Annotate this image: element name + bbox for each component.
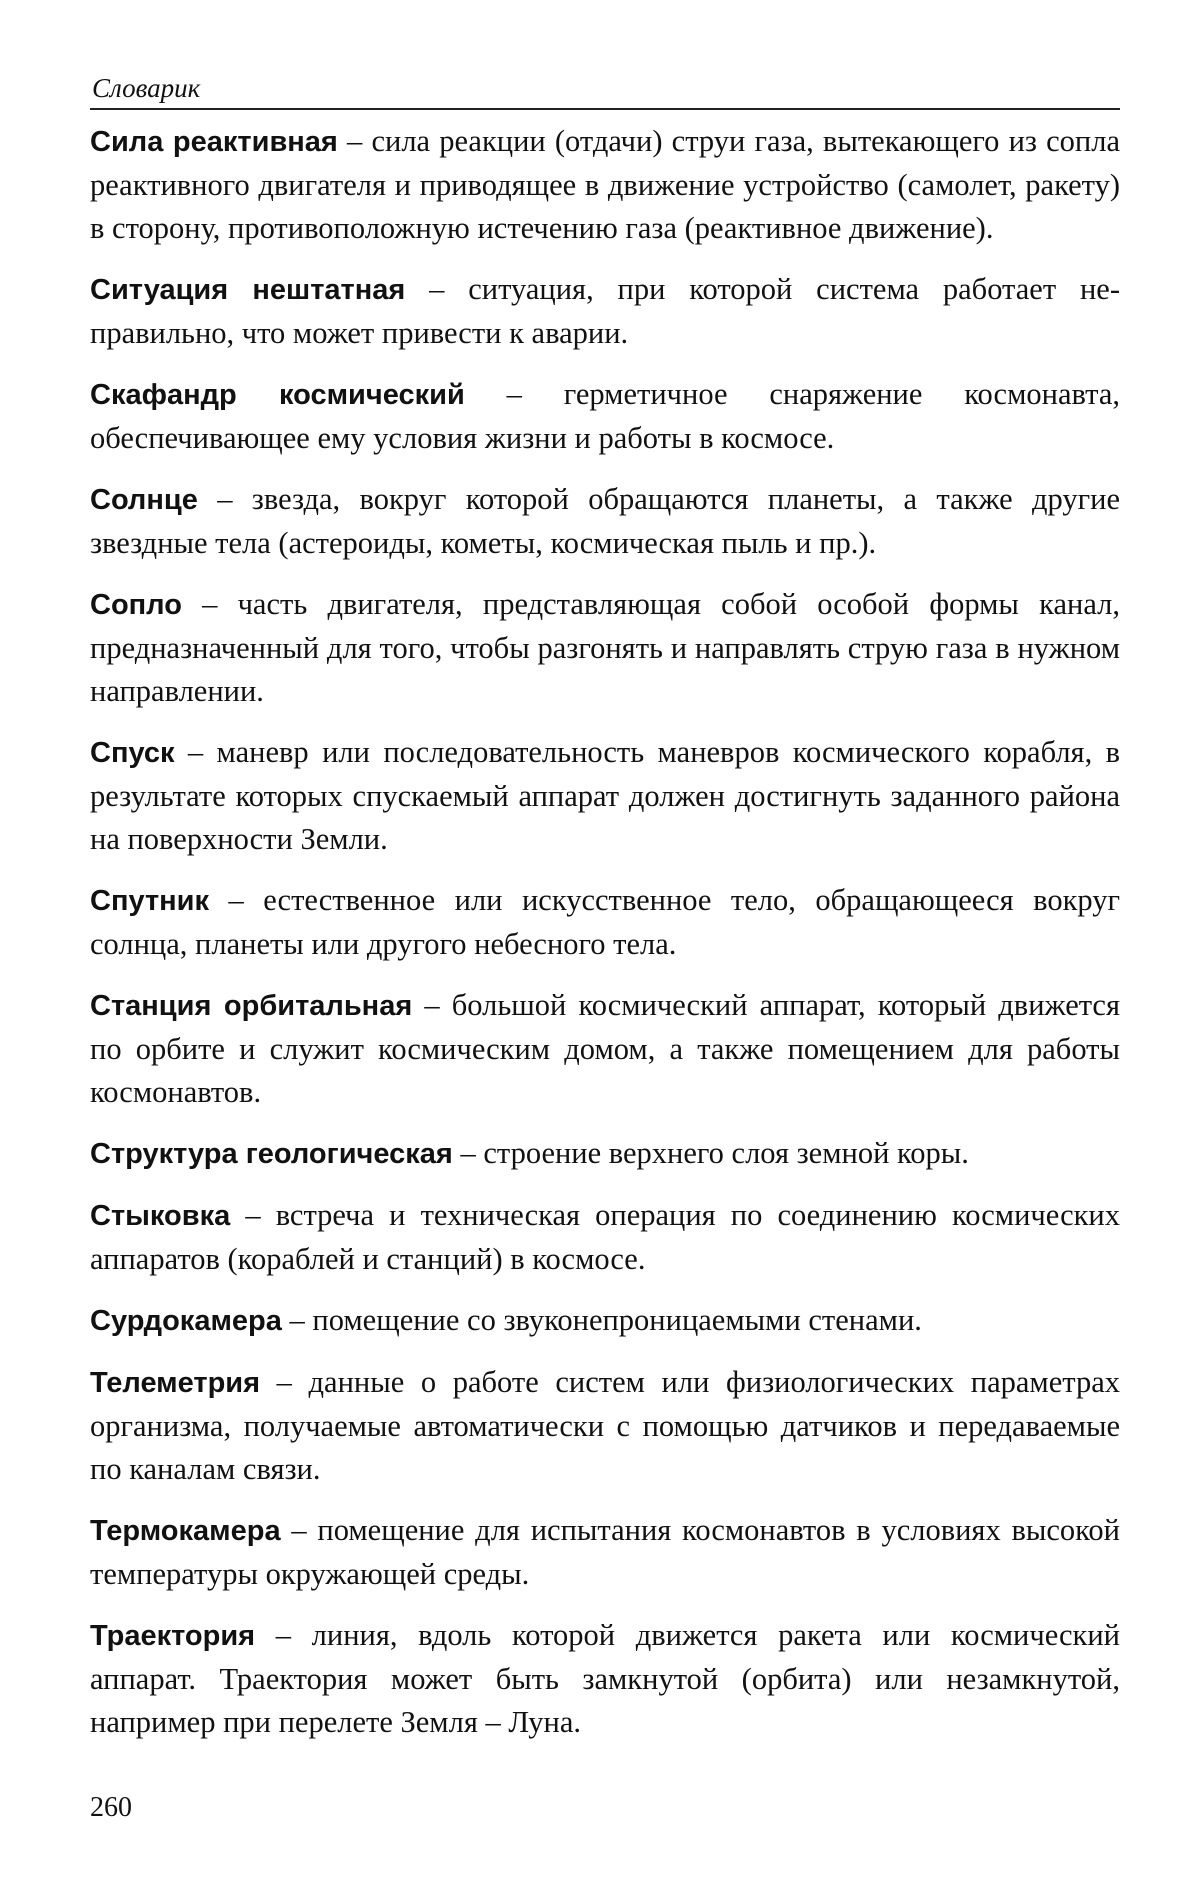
entry-dash: – xyxy=(452,1136,484,1170)
entry-term: Сопло xyxy=(90,589,182,621)
entry-dash: – xyxy=(260,1365,309,1399)
glossary-entry xyxy=(90,1614,1120,1744)
page-number: 260 xyxy=(90,1792,132,1823)
entry-definition: большой космический аппарат, который движется по орбите и служит космическим домом, а также помещением для работы космонавтов. xyxy=(90,988,1120,1109)
entry-dash: – xyxy=(281,1303,313,1337)
entry-definition: данные о работе систем или физиологических параметрах организма, получаемые автоматически с помощью датчиков и передаваемые по каналам связи. xyxy=(90,1365,1120,1486)
glossary-entry xyxy=(90,1194,1120,1281)
entry-term: Спуск xyxy=(90,737,175,769)
entry-dash: – xyxy=(405,272,469,306)
entry-definition: помещение со звуконепроницаемыми стенами. xyxy=(312,1303,922,1337)
entry-definition: естественное или искусственное тело, обращающееся вокруг солнца, планеты или другого небесного тела. xyxy=(90,883,1120,961)
entry-term: Телеметрия xyxy=(90,1367,261,1399)
glossary-entry xyxy=(90,1361,1120,1491)
entry-definition: встреча и техническая операция по соединению космических аппаратов (кораблей и станций) в космосе. xyxy=(90,1198,1120,1276)
glossary-entry xyxy=(90,1132,1120,1176)
running-head xyxy=(90,70,1120,110)
glossary-entry xyxy=(90,268,1120,355)
entry-dash: – xyxy=(464,377,564,411)
entry-dash: – xyxy=(197,482,252,516)
glossary-entry xyxy=(90,1509,1120,1596)
entry-definition: звезда, вокруг которой обращаются планеты, а также другие звездные тела (астероиды, кометы, космическая пыль и пр.). xyxy=(90,482,1120,560)
entry-term: Спутник xyxy=(90,885,210,917)
entry-term: Станция орбитальная xyxy=(90,990,413,1022)
entry-term: Термокамера xyxy=(90,1515,281,1547)
entry-definition: часть двигателя, представляющая собой особой формы канал, предназначенный для того, чтобы разгонять и направлять струю газа в нужном направлении. xyxy=(90,587,1120,708)
entry-term: Структура геологическая xyxy=(90,1138,453,1170)
entry-dash: – xyxy=(255,1618,312,1652)
glossary-entry xyxy=(90,120,1120,250)
glossary-entry xyxy=(90,1299,1120,1343)
entry-definition: строение верхнего слоя земной коры. xyxy=(483,1136,969,1170)
entry-term: Сурдокамера xyxy=(90,1305,282,1337)
entry-term: Солнце xyxy=(90,484,198,516)
entry-term: Сила реактивная xyxy=(90,126,338,158)
entry-definition: помещение для испытания космонавтов в условиях высокой температуры окружающей среды. xyxy=(90,1513,1120,1591)
glossary-entry xyxy=(90,478,1120,565)
entry-term: Траектория xyxy=(90,1620,256,1652)
entry-definition: герметичное снаряжение космонавта, обеспечивающее ему условия жизни и работы в космосе. xyxy=(90,377,1121,455)
glossary-entry xyxy=(90,731,1120,861)
glossary-entry xyxy=(90,373,1120,460)
entry-dash: – xyxy=(174,735,217,769)
entry-definition: маневр или последовательность маневров космического корабля, в результате которых спускаемый аппарат должен достигнуть заданного района на поверхности Земли. xyxy=(90,735,1120,856)
entry-dash: – xyxy=(230,1198,276,1232)
entry-term: Ситуация нештатная xyxy=(90,274,406,306)
entry-term: Скафандр космический xyxy=(90,379,465,411)
entry-definition: ситуация, при которой система работает неправильно, что может привести к аварии. xyxy=(90,272,1121,350)
entry-dash: – xyxy=(181,587,238,621)
glossary-entries xyxy=(90,120,1120,1744)
entry-dash: – xyxy=(280,1513,318,1547)
entry-dash: – xyxy=(412,988,452,1022)
glossary-entry xyxy=(90,879,1120,966)
entry-definition: линия, вдоль которой движется ракета или космический аппарат. Траектория может быть замкнутой (орбита) или незамкнутой, например при перелете Земля – Луна. xyxy=(90,1618,1121,1739)
entry-definition: сила реакции (отдачи) струи газа, вытекающего из сопла реактивного двигателя и приводящее в движение устройство (самолет, ракету) в сторону, противоположную истечению газа (реактивное движение). xyxy=(90,124,1120,245)
glossary-entry xyxy=(90,984,1120,1114)
entry-term: Стыковка xyxy=(90,1200,231,1232)
running-head-title: Словарик xyxy=(92,73,201,103)
entry-dash: – xyxy=(209,883,264,917)
glossary-entry xyxy=(90,583,1120,713)
glossary-page xyxy=(90,70,1120,1850)
entry-dash: – xyxy=(337,124,372,158)
